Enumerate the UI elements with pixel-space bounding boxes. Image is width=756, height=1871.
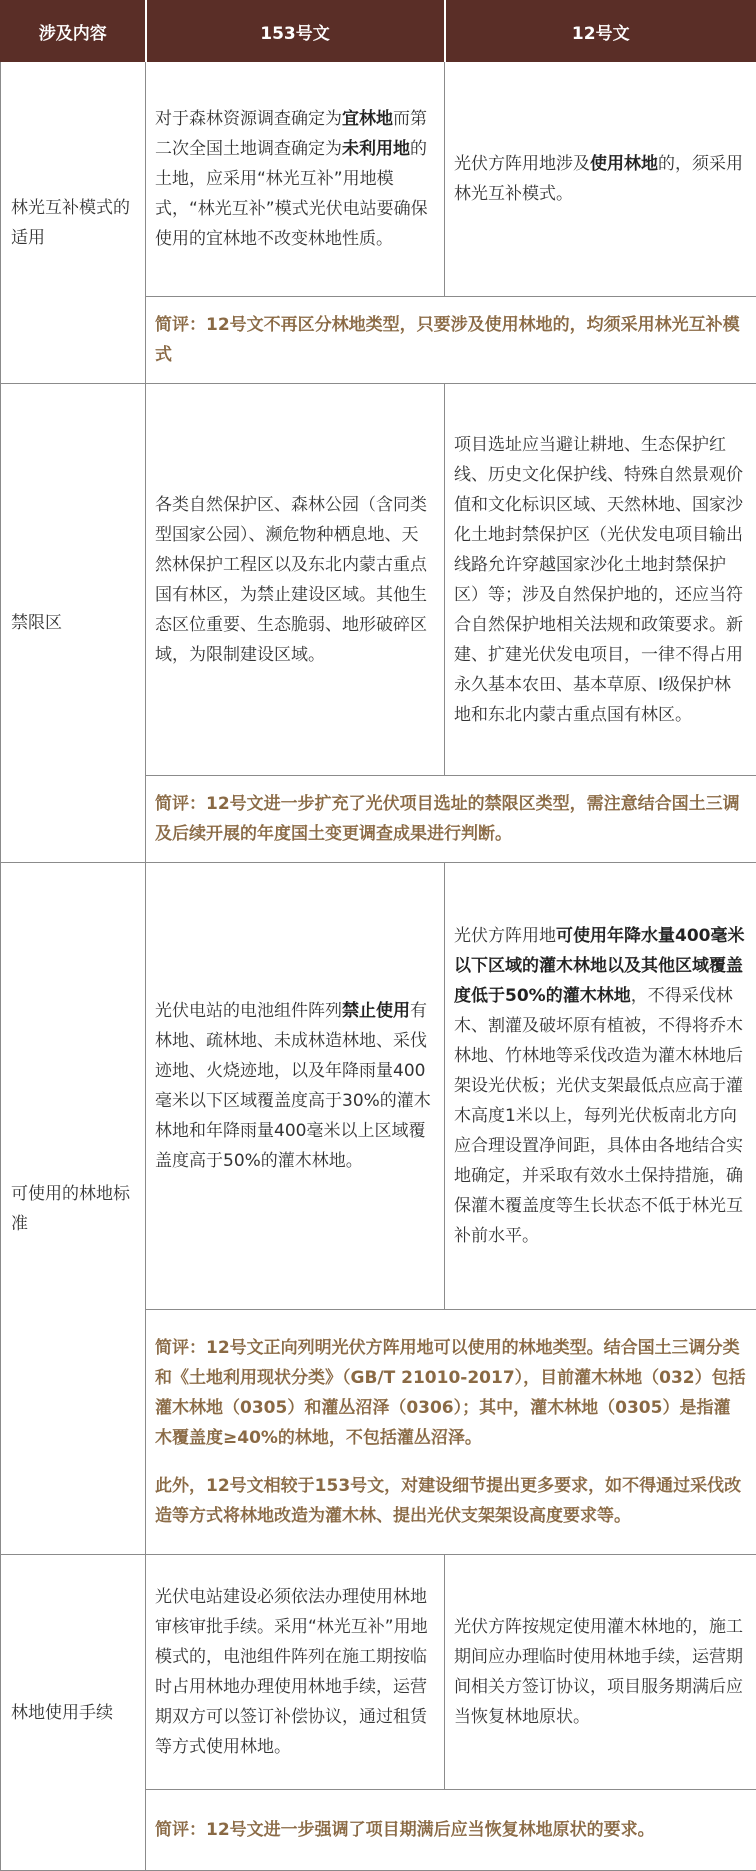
- cell-text: 光伏方阵用地: [454, 926, 556, 946]
- comment-text: 此外，12号文相较于153号文，对建设细节提出更多要求，如不得通过采伐改造等方式将林地改造为灌木林、提出光伏支架架设高度要求等。: [155, 1471, 747, 1531]
- cell-text: 的土地，应采用“林光互补”用地模式，“林光互补”模式光伏电站要确保使用的宜林地不改变林地性质。: [155, 139, 428, 249]
- topic-cell: 禁限区: [1, 384, 146, 863]
- emphasis-text: 可使用年降水量400毫米以下区域的灌木林地以及其他区域覆盖度低于50%的灌木林地: [454, 926, 745, 1006]
- header-doc12: 12号文: [445, 1, 756, 62]
- emphasis-text: 禁止使用: [342, 1001, 410, 1021]
- doc12-cell: [445, 863, 756, 1310]
- table-row: [1, 1555, 756, 1790]
- doc153-cell: [146, 62, 445, 297]
- cell-text: 光伏方阵用地涉及: [454, 154, 590, 174]
- cell-text: 而第二次全国土地调查确定为: [155, 109, 427, 159]
- cell-text: 光伏电站建设必须依法办理使用林地审核审批手续。采用“林光互补”用地模式的，电池组件阵列在施工期按临时占用林地办理使用林地手续，运营期双方可以签订补偿协议，通过租赁等方式使用林地。: [155, 1587, 428, 1757]
- topic-cell: 林地使用手续: [1, 1555, 146, 1871]
- doc153-cell: [146, 1555, 445, 1790]
- cell-text: 项目选址应当避让耕地、生态保护红线、历史文化保护线、特殊自然景观价值和文化标识区域、天然林地、国家沙化土地封禁保护区（光伏发电项目输出线路允许穿越国家沙化土地封禁保护区）等；涉及自然保护地的，还应当符合自然保护地相关法规和政策要求。新建、扩建光伏发电项目，一律不得占用永久基本农田、基本草原、Ⅰ级保护林地和东北内蒙古重点国有林区。: [454, 435, 743, 725]
- emphasis-text: 宜林地: [342, 109, 393, 129]
- table-row: [1, 384, 756, 776]
- cell-text: 的，须采用林光互补模式。: [454, 154, 743, 204]
- emphasis-text: 未利用地: [342, 139, 410, 159]
- doc153-cell: [146, 863, 445, 1310]
- cell-text: 光伏电站的电池组件阵列: [155, 1001, 342, 1021]
- cell-text: 有林地、疏林地、未成林造林地、采伐迹地、火烧迹地，以及年降雨量400毫米以下区域覆盖度高于30%的灌木林地和年降雨量400毫米以上区域覆盖度高于50%的灌木林地。: [155, 1001, 431, 1171]
- header-doc153: 153号文: [146, 1, 445, 62]
- comment-text: 简评：12号文正向列明光伏方阵用地可以使用的林地类型。结合国土三调分类和《土地利用现状分类》（GB/T 21010-2017），目前灌木林地（032）包括灌木林地（0305）和灌丛沼泽（0306）；其中，灌木林地（0305）是指灌木覆盖度≥40%的林地，不包括灌丛沼泽。: [155, 1333, 747, 1453]
- table-row: [1, 863, 756, 1310]
- header-topic: 涉及内容: [1, 1, 146, 62]
- emphasis-text: 使用林地: [590, 154, 658, 174]
- topic-cell: 可使用的林地标准: [1, 863, 146, 1555]
- topic-cell: 林光互补模式的适用: [1, 62, 146, 384]
- comment-text: 简评：12号文不再区分林地类型，只要涉及使用林地的，均须采用林光互补模式: [155, 310, 747, 370]
- cell-text: 各类自然保护区、森林公园（含同类型国家公园）、濒危物种栖息地、天然林保护工程区以及东北内蒙古重点国有林区，为禁止建设区域。其他生态区位重要、生态脆弱、地形破碎区域，为限制建设区域。: [155, 495, 427, 665]
- doc12-cell: [445, 384, 756, 776]
- table-header-row: [1, 1, 756, 62]
- doc12-cell: [445, 62, 756, 297]
- cell-text: 光伏方阵按规定使用灌木林地的，施工期间应办理临时使用林地手续，运营期间相关方签订协议，项目服务期满后应当恢复林地原状。: [454, 1617, 743, 1727]
- comment-text: 简评：12号文进一步扩充了光伏项目选址的禁限区类型，需注意结合国土三调及后续开展的年度国土变更调查成果进行判断。: [155, 789, 747, 849]
- comment-cell: [146, 1310, 756, 1555]
- cell-text: ，不得采伐林木、割灌及破坏原有植被，不得将乔木林地、竹林地等采伐改造为灌木林地后架设光伏板；光伏支架最低点应高于灌木高度1米以上，每列光伏板南北方向应合理设置净间距，具体由各地结合实地确定，并采取有效水土保持措施，确保灌木覆盖度等生长状态不低于林光互补前水平。: [454, 986, 743, 1246]
- comment-cell: [146, 297, 756, 384]
- comment-text: 简评：12号文进一步强调了项目期满后应当恢复林地原状的要求。: [155, 1815, 747, 1845]
- doc153-cell: [146, 384, 445, 776]
- cell-text: 对于森林资源调查确定为: [155, 109, 342, 129]
- table-row: [1, 62, 756, 297]
- doc12-cell: [445, 1555, 756, 1790]
- comment-cell: [146, 1790, 756, 1871]
- comment-cell: [146, 776, 756, 863]
